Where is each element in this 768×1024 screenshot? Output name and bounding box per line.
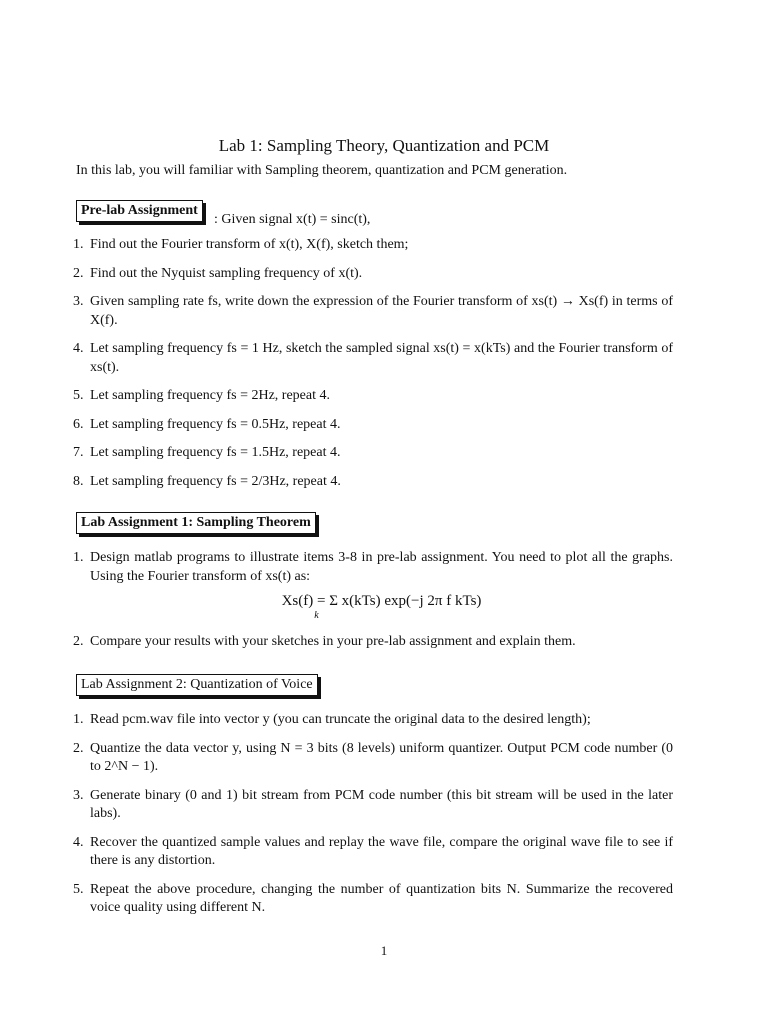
list-item: 1. Find out the Fourier transform of x(t), X(f), sketch them; xyxy=(73,237,409,252)
lab2-list xyxy=(73,711,673,918)
list-item: 8. Let sampling frequency fs = 2/3Hz, repeat 4. xyxy=(73,473,341,489)
prelab-list xyxy=(73,236,673,491)
lab1-heading-box: Lab Assignment 1: Sampling Theorem xyxy=(76,512,316,534)
list-item: 2. Compare your results with your sketches in your pre-lab assignment and explain them. xyxy=(73,634,576,649)
lab1-list xyxy=(73,549,673,652)
list-item: 6. Let sampling frequency fs = 0.5Hz, repeat 4. xyxy=(73,416,341,432)
equation-subscript: k xyxy=(314,609,319,621)
list-item: 1. Read pcm.wav file into vector y (you can truncate the original data to the desired length); xyxy=(73,712,591,727)
list-item: 7. Let sampling frequency fs = 1.5Hz, repeat 4. xyxy=(73,445,341,460)
list-item: 3. Given sampling rate fs, write down the expression of the Fourier transform of xs(t) → Xs(f) in terms of X(f). xyxy=(73,294,673,328)
page-title: Lab 1: Sampling Theory, Quantization and PCM xyxy=(218,136,550,155)
page-number: 1 xyxy=(380,943,388,958)
lab2-heading-box: Lab Assignment 2: Quantization of Voice xyxy=(76,674,318,696)
list-item: 5. Let sampling frequency fs = 2Hz, repeat 4. xyxy=(73,388,330,403)
prelab-heading-box: Pre-lab Assignment xyxy=(76,200,203,222)
prelab-lead-text: : Given signal x(t) = sinc(t), xyxy=(214,212,371,227)
list-item: 3. Generate binary (0 and 1) bit stream from PCM code number (this bit stream will be used in the later labs). xyxy=(73,787,673,821)
list-item: 4. Recover the quantized sample values and replay the wave file, compare the original wave file to see if there is any distortion. xyxy=(73,834,673,868)
list-item: 1. Design matlab programs to illustrate items 3-8 in pre-lab assignment. You need to plot all the graphs. Using the Fourier transform of xs(t) as: Xs(f) = Σ x(kTs) exp(−j 2π f kTs) k xyxy=(90,549,673,625)
fourier-equation: Xs(f) = Σ x(kTs) exp(−j 2π f kTs) k xyxy=(90,592,673,625)
list-item: 2. Find out the Nyquist sampling frequency of x(t). xyxy=(73,265,363,281)
intro-paragraph: In this lab, you will familiar with Sampling theorem, quantization and PCM generation. xyxy=(76,163,568,178)
list-item: 5. Repeat the above procedure, changing the number of quantization bits N. Summarize the recovered voice quality using different N. xyxy=(73,881,673,915)
list-item: 2. Quantize the data vector y, using N = 3 bits (8 levels) uniform quantizer. Output PCM code number (0 to 2^N − 1). xyxy=(73,740,673,774)
list-item: 4. Let sampling frequency fs = 1 Hz, sketch the sampled signal xs(t) = x(kTs) and the Fourier transform of xs(t). xyxy=(73,341,673,375)
